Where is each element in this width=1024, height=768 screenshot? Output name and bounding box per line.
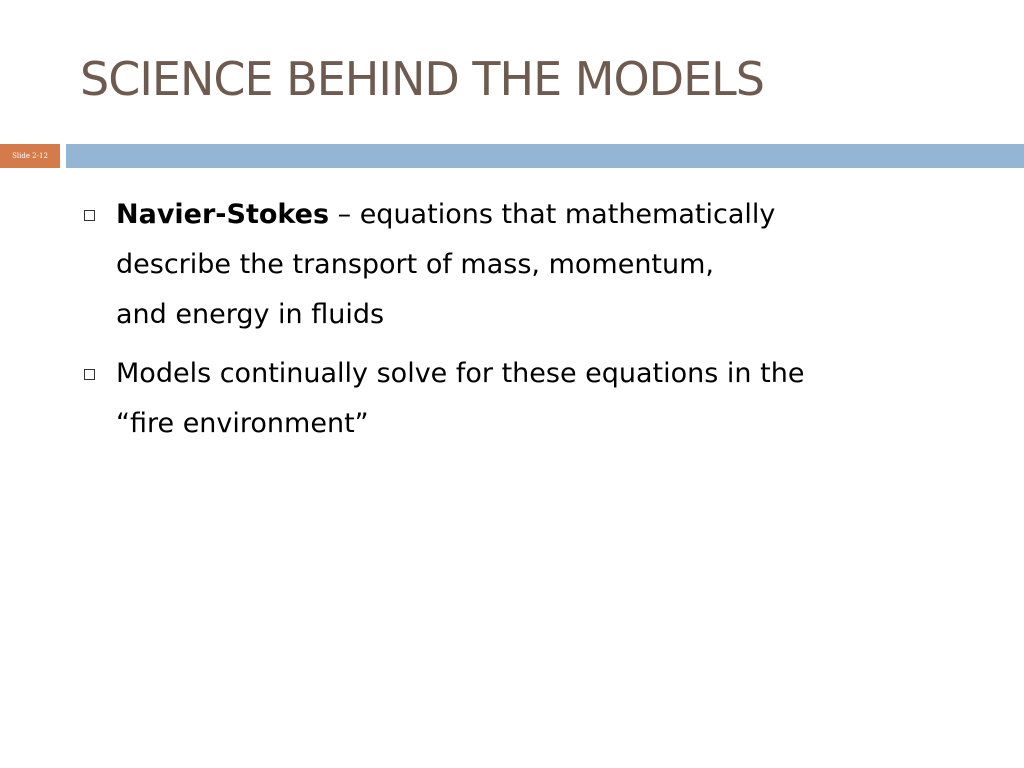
bullet-list <box>80 190 960 458</box>
bullet-text: – equations that mathematically <box>329 199 776 230</box>
bullet-line: Models continually solve for these equations in the <box>116 358 805 389</box>
bullet-line: describe the transport of mass, momentum, <box>116 249 715 280</box>
bullet-item-models-solve <box>80 349 960 449</box>
hollow-square-bullet-icon <box>84 369 95 380</box>
bullet-line: and energy in fluids <box>116 299 385 330</box>
bullet-line <box>116 190 960 240</box>
slide-title: SCIENCE BEHIND THE MODELS <box>80 52 764 106</box>
bullet-item-navier-stokes <box>80 190 960 340</box>
hollow-square-bullet-icon <box>84 210 95 221</box>
slide-number-badge: Slide 2-12 <box>0 144 60 168</box>
title-divider-bar <box>66 144 1024 168</box>
bullet-term: Navier-Stokes <box>116 199 330 230</box>
bullet-line: “fire environment” <box>116 408 369 439</box>
